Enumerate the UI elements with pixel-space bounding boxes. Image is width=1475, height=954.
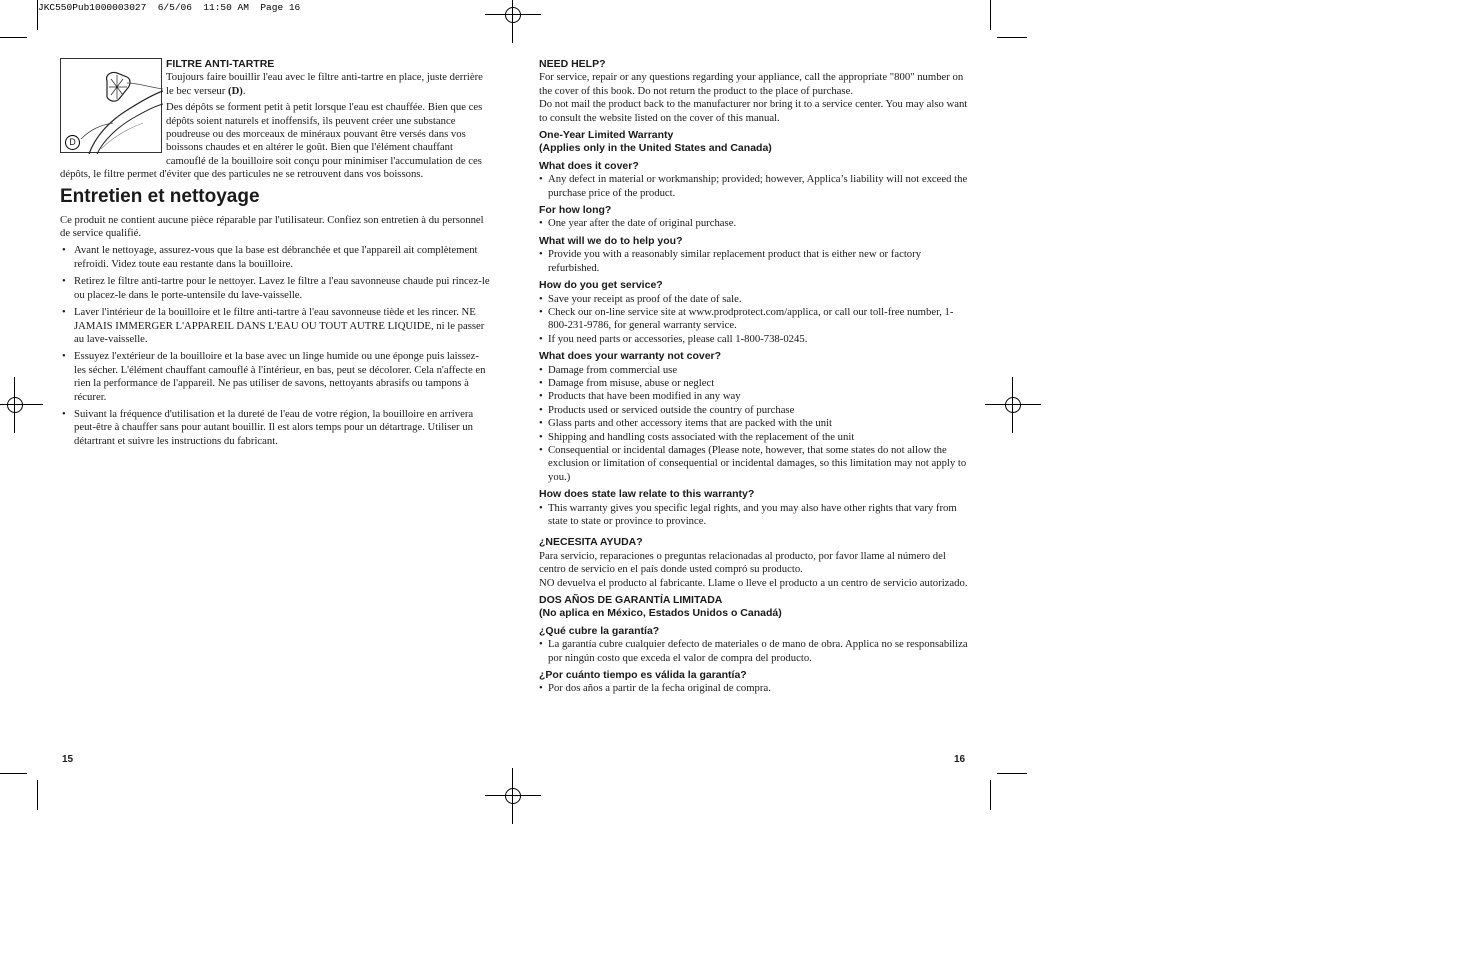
cover-list [539,173,969,200]
help-do-list [539,248,969,275]
list-item: • If you need parts or accessories, please call 1-800-738-0245. [539,333,969,346]
crop-mark [0,37,27,38]
registration-mark [485,768,541,824]
warranty-title: One-Year Limited Warranty [539,129,674,142]
crop-mark [990,780,991,810]
list-item: • Retirez le filtre anti-tartre pour le nettoyer. Lavez le filtre a l'eau savonneuse chaude pui rincez-le ou placez-le dans le porte-untensile du lave-vaisselle. [60,275,490,302]
list-item: • Any defect in material or workmanship; provided; however, Applica’s liability will not exceed the purchase price of the product. [539,173,969,200]
es-warranty-title: DOS AÑOS DE GARANTÍA LIMITADA [539,594,723,607]
list-item: • Essuyez l'extérieur de la bouilloire et la base avec un linge humide ou une éponge puis laissez-les sécher. L'élément chauffant camouflé à l'intérieur, en bas, peut se décolorer. Cela n'affecte en rien la performance de l'appareil. Ne pas utiliser de savons, nettoyants abrasifs ou tampons à récurer. [60,350,490,404]
list-item: • Avant le nettoyage, assurez-vous que la base est débranchée et que l'appareil ait complètement refroidi. Videz toute eau restante dans la bouilloire. [60,244,490,271]
filter-paragraph-2: Des dépôts se forment petit à petit lorsque l'eau est chauffée. Bien que ces dépôts soient naturels et inoffensifs, ils peuvent créer une substance poudreuse ou des morceaux de minéraux pouvant être versés dans vos boissons chaudes et en altérer le goût. Bien que l'élément chauffant camouflé de la bouilloire soit conçu pour minimiser l'accumulation de ces dépôts, le filtre permet d'éviter que des particules ne se retrouvent dans vos boissons. [60,101,483,181]
registration-mark [0,377,43,433]
page-number-left: 15 [62,754,74,765]
filter-paragraph-1: Toujours faire bouillir l'eau avec le filtre anti-tartre en place, juste derrière le bec verseur (D). [166,71,483,97]
kettle-filter-illustration [60,58,162,153]
list-item: • Products used or serviced outside the country of purchase [539,404,969,417]
how-long-list [539,217,969,230]
need-help-paragraph-1: For service, repair or any questions regarding your appliance, call the appropriate "800" number on the cover of this book. Do not return the product to the place of purchase. [539,71,964,97]
list-item: • One year after the date of original purchase. [539,217,969,230]
care-heading: Entretien et nettoyage [60,185,260,207]
warranty-subtitle: (Applies only in the United States and Canada) [539,142,772,155]
right-page [539,58,969,696]
es-help-heading: ¿NECESITA AYUDA? [539,536,643,549]
figure-reference: (D) [228,84,243,97]
list-item: • Consequential or incidental damages (Please note, however, that some states do not allow the exclusion or limitation of consequential or incidental damages, so this limitation may not apply to you.) [539,444,969,484]
list-item: • Products that have been modified in any way [539,390,969,403]
list-item: • Provide you with a reasonably similar replacement product that is either new or factory refurbished. [539,248,969,275]
list-item: • Laver l'intérieur de la bouilloire et le filtre anti-tartre à l'eau savonneuse tiède et les rincer. NE JAMAIS IMMERGER L'APPAREIL DANS L'EAU OU TOUT AUTRE LIQUIDE, ni le passer au lave-vaisselle. [60,306,490,346]
crop-mark [997,37,1027,38]
registration-mark [485,0,541,43]
crop-mark [990,0,991,30]
es-help-paragraph-2: NO devuelva el producto al fabricante. Llame o lleve el producto a un centro de servicio autorizado. [539,576,968,589]
figure-d-label: D [65,135,80,150]
crop-mark [997,773,1027,774]
list-item: • Shipping and handling costs associated with the replacement of the unit [539,431,969,444]
list-item: • La garantía cubre cualquier defecto de materiales o de mano de obra. Applica no se responsabiliza por ningún costo que exceda el valor de compra del producto. [539,638,969,665]
page-number-right: 16 [954,754,966,765]
es-how-long-list [539,682,969,695]
state-law-list [539,502,969,529]
es-warranty-subtitle: (No aplica en México, Estados Unidos o Canadá) [539,607,782,620]
service-heading: How do you get service? [539,279,663,292]
crop-mark [37,0,38,30]
list-item: • Damage from commercial use [539,364,969,377]
list-item: • This warranty gives you specific legal rights, and you may also have other rights that vary from state to state or province to province. [539,502,969,529]
need-help-heading: NEED HELP? [539,58,606,70]
how-long-heading: For how long? [539,204,612,217]
help-do-heading: What will we do to help you? [539,234,683,247]
crop-mark [0,773,27,774]
left-page [60,58,490,452]
es-cover-list [539,638,969,665]
es-help-paragraph-1: Para servicio, reparaciones o preguntas relacionadas al producto, por favor llame al número del centro de servicio en el país donde usted compró su producto. [539,549,946,576]
list-item: • Damage from misuse, abuse or neglect [539,377,969,390]
registration-mark [985,377,1041,433]
list-item: • Suivant la fréquence d'utilisation et la dureté de l'eau de votre région, la bouilloire en arrivera peut-être à chauffer sans pour autant bouillir. Il est alors temps pour un détartrage. Utiliser un détartrant et suivre les instructions du fabricant. [60,408,490,448]
need-help-paragraph-2: Do not mail the product back to the manufacturer nor bring it to a service center. You may also want to consult the website listed on the cover of this manual. [539,98,968,124]
es-how-long-heading: ¿Por cuánto tiempo es válida la garantía? [539,669,747,682]
list-item: • Glass parts and other accessory items that are packed with the unit [539,417,969,430]
list-item: • Check our on-line service site at www.prodprotect.com/applica, or call our toll-free number, 1-800-231-9786, for general warranty service. [539,306,969,333]
es-cover-heading: ¿Qué cubre la garantía? [539,624,660,637]
service-list [539,293,969,347]
list-item: • Save your receipt as proof of the date of sale. [539,293,969,306]
care-list [60,244,490,448]
print-slug: JKC550Pub1000003027 6/5/06 11:50 AM Page 16 [38,2,301,13]
care-intro: Ce produit ne contient aucune pièce réparable par l'utilisateur. Confiez son entretien à du personnel de service qualifié. [60,213,484,240]
filter-heading: FILTRE ANTI-TARTRE [166,58,275,70]
not-cover-list [539,364,969,485]
crop-mark [37,780,38,810]
cover-heading: What does it cover? [539,159,639,172]
state-law-heading: How does state law relate to this warranty? [539,488,755,501]
list-item: • Por dos años a partir de la fecha original de compra. [539,682,969,695]
not-cover-heading: What does your warranty not cover? [539,350,722,363]
